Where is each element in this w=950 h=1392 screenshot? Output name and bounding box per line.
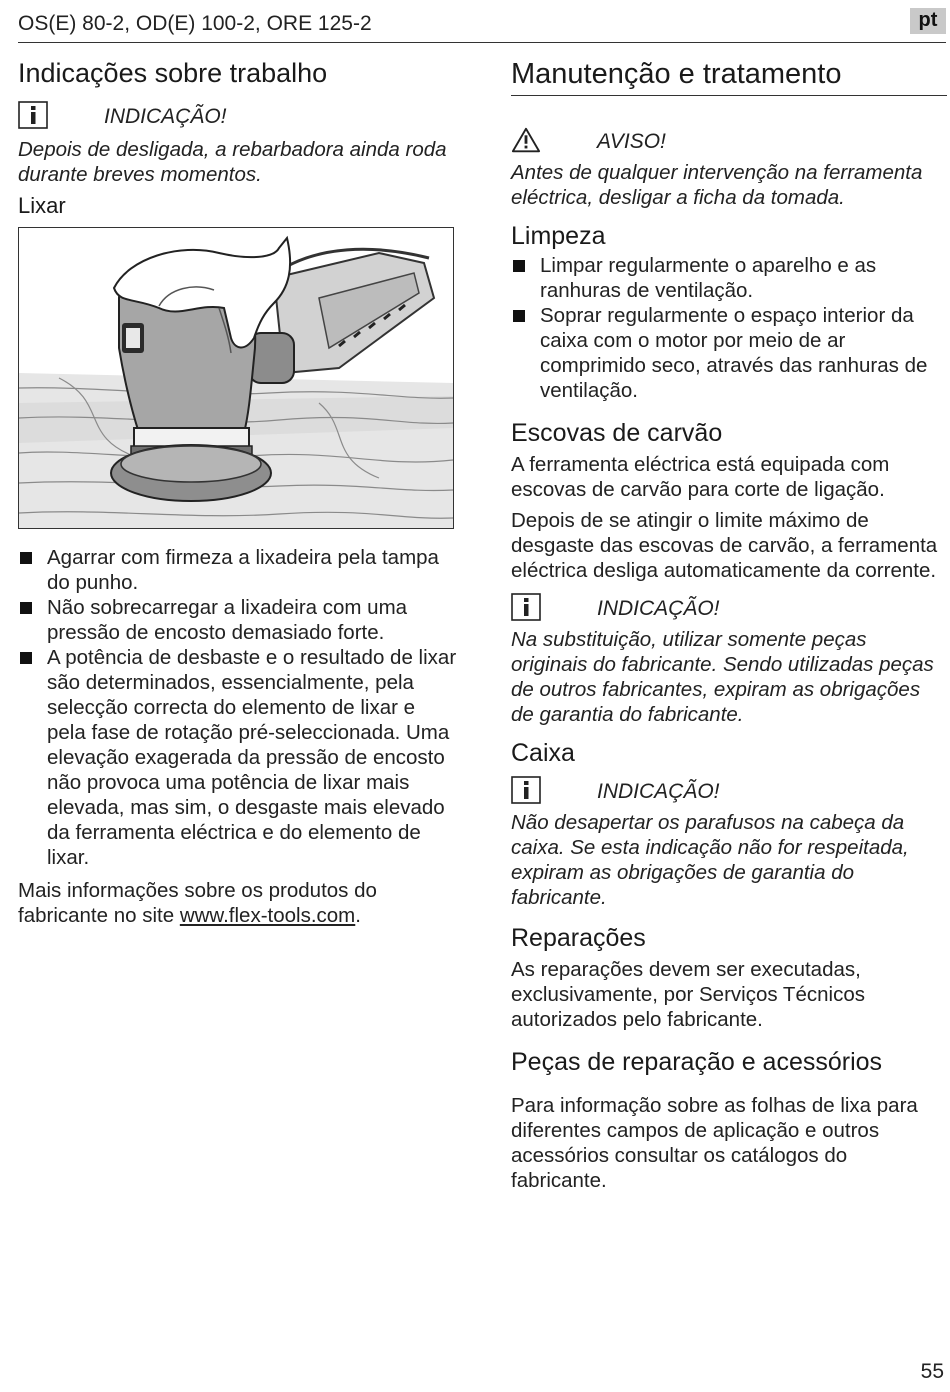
sander-drawing [19, 228, 453, 528]
list-item: A potência de desbaste e o resultado de lixar são determinados, essencialmente, pela selecção correcta do elemento de lixar e pela fase de rotação pré-seleccionada. Uma elevação exagerada da pressão de encosto não provoca uma potência de lixar mais elevada, mas sim, o desgaste mais elevado da ferramenta eléctrica e do elemento de lixar. [18, 645, 458, 870]
bullet-icon [513, 260, 525, 272]
sanding-heading: Lixar [18, 193, 66, 218]
notice-label: INDICAÇÃO! [597, 780, 720, 803]
parts-accessories-heading: Peças de reparação e acessórios [511, 1048, 883, 1076]
brushes-paragraph-1: A ferramenta eléctrica está equipada com escovas de carvão para corte de ligação. [511, 453, 890, 501]
bullet-icon [513, 310, 525, 322]
bullet-icon [20, 602, 32, 614]
repairs-text: As reparações devem ser executadas, exclusivamente, por Serviços Técnicos autorizados pelo fabricante. [511, 958, 865, 1031]
left-column [18, 58, 458, 928]
brushes-paragraph-2: Depois de se atingir o limite máximo de desgaste das escovas de carvão, a ferramenta eléctrica desliga automaticamente da corrente. [511, 509, 938, 582]
warning-label: AVISO! [597, 130, 666, 153]
notice-label: INDICAÇÃO! [597, 597, 720, 620]
maintenance-heading: Manutenção e tratamento [511, 58, 947, 96]
warning-text: Antes de qualquer intervenção na ferramenta eléctrica, desligar a ficha da tomada. [511, 161, 923, 209]
website-link[interactable]: www.flex-tools.com [179, 904, 356, 927]
parts-accessories-text: Para informação sobre as folhas de lixa para diferentes campos de aplicação e outros acessórios consultar os catálogos do fabricante. [511, 1094, 918, 1192]
document-title: OS(E) 80-2, OD(E) 100-2, ORE 125-2 [18, 12, 372, 35]
housing-heading: Caixa [511, 739, 575, 767]
list-item: Agarrar com firmeza a lixadeira pela tampa do punho. [18, 545, 458, 595]
info-icon [18, 101, 48, 129]
sander-illustration [18, 227, 454, 529]
bullet-icon [20, 552, 32, 564]
page-number: 55 [920, 1360, 944, 1383]
info-icon [511, 593, 541, 621]
info-icon [511, 776, 541, 804]
bullet-icon [20, 652, 32, 664]
page-header [18, 8, 946, 43]
repairs-heading: Reparações [511, 924, 646, 952]
housing-notice [511, 774, 947, 808]
sanding-bullet-list [18, 545, 458, 870]
carbon-brushes-heading: Escovas de carvão [511, 419, 723, 447]
notice-label: INDICAÇÃO! [104, 105, 227, 128]
cleaning-bullet-list [511, 253, 947, 403]
language-badge: pt [910, 8, 946, 34]
cleaning-heading: Limpeza [511, 222, 606, 250]
brushes-notice-text: Na substituição, utilizar somente peças originais do fabricante. Sendo utilizadas peças de outros fabricantes, expiram as obrigações de garantia do fabricante. [511, 628, 934, 726]
brushes-notice [511, 591, 947, 625]
list-item: Não sobrecarregar a lixadeira com uma pressão de encosto demasiado forte. [18, 595, 458, 645]
list-item: Limpar regularmente o aparelho e as ranhuras de ventilação. [511, 253, 947, 303]
right-column [511, 58, 947, 1193]
housing-notice-text: Não desapertar os parafusos na cabeça da caixa. Se esta indicação não for respeitada, expiram as obrigações de garantia do fabricante. [511, 811, 909, 909]
more-info-paragraph: Mais informações sobre os produtos do fabricante no site www.flex-tools.com. [18, 879, 377, 927]
notice-text: Depois de desligada, a rebarbadora ainda roda durante breves momentos. [18, 138, 447, 186]
warning-notice [511, 124, 947, 158]
work-notice [18, 99, 458, 133]
warning-icon [511, 126, 541, 154]
work-instructions-heading: Indicações sobre trabalho [18, 58, 328, 88]
list-item: Soprar regularmente o espaço interior da caixa com o motor por meio de ar comprimido seco, através das ranhuras de ventilação. [511, 303, 947, 403]
